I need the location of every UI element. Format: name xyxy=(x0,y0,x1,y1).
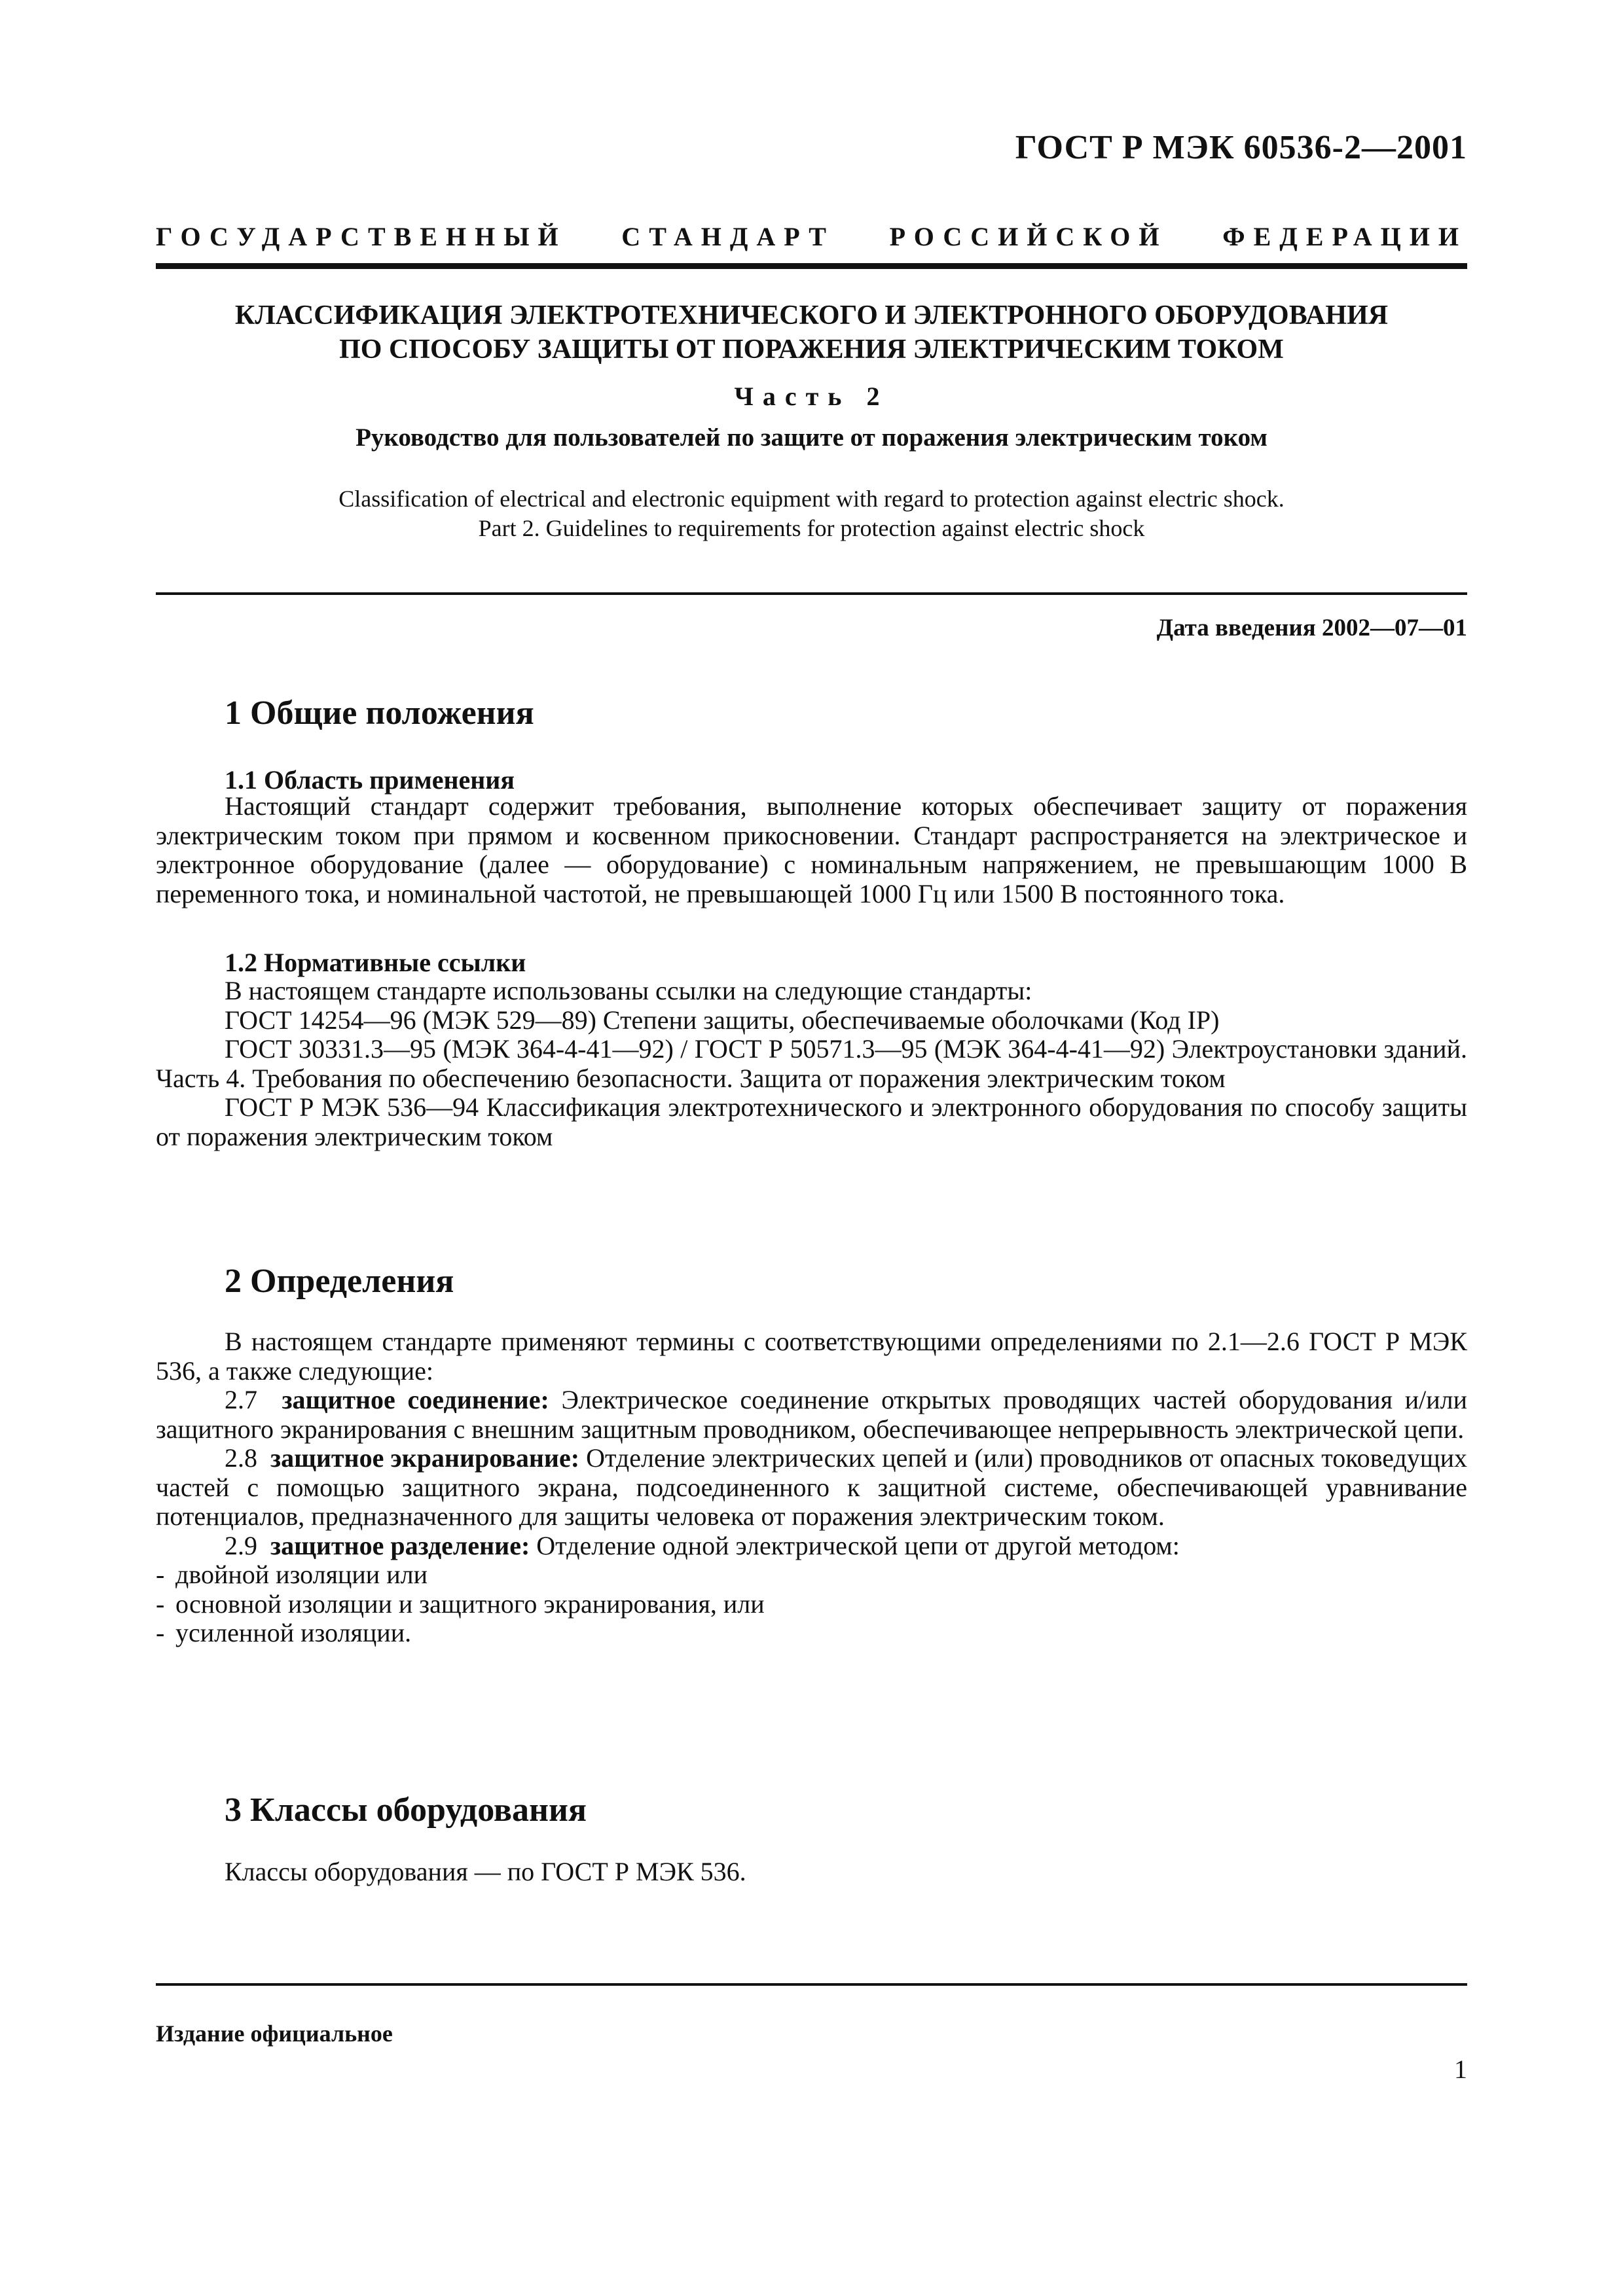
official-edition-note: Издание официальное xyxy=(156,2020,393,2047)
section-1-2-body xyxy=(156,977,1467,1151)
reference-item: ГОСТ 30331.3—95 (МЭК 364-4-41—92) / ГОСТ Р 50571.3—95 (МЭК 364-4-41—92) Электроустановки зданий. Часть 4. Требования по обеспечению безопасности. Защита от поражения электрическим током xyxy=(156,1034,1467,1093)
header-divider xyxy=(156,263,1467,269)
references-intro: В настоящем стандарте использованы ссылки на следующие стандарты: xyxy=(225,976,1032,1005)
definition-2-8 xyxy=(156,1444,1467,1532)
section-1-2-heading: 1.2 Нормативные ссылки xyxy=(225,948,526,977)
english-title-line-2: Part 2. Guidelines to requirements for protection against electric shock xyxy=(478,515,1145,541)
equipment-classes-text: Классы оборудования — по ГОСТ Р МЭК 536. xyxy=(225,1857,746,1886)
document-title xyxy=(156,298,1467,367)
page-number: 1 xyxy=(1454,2054,1467,2084)
definitions-intro: В настоящем стандарте применяют термины с соответствующими определениями по 2.1—2.6 ГОСТ Р МЭК 536, а также следующие: xyxy=(156,1327,1467,1386)
section-1-1-heading: 1.1 Область применения xyxy=(225,765,515,795)
definition-text: Отделение одной электрической цепи от другой методом: xyxy=(536,1530,1180,1560)
definition-number: 2.7 xyxy=(225,1385,257,1414)
definition-number: 2.8 xyxy=(225,1443,257,1473)
definition-term: защитное разделение: xyxy=(270,1530,530,1560)
reference-item: ГОСТ Р МЭК 536—94 Классификация электротехнического и электронного оборудования по способу защиты от поражения электрическим током xyxy=(156,1092,1467,1151)
section-3-body xyxy=(156,1857,1467,1887)
introduction-date: Дата введения 2002—07—01 xyxy=(1156,615,1467,641)
section-2-body xyxy=(156,1327,1467,1648)
title-line-1: КЛАССИФИКАЦИЯ ЭЛЕКТРОТЕХНИЧЕСКОГО И ЭЛЕКТРОННОГО ОБОРУДОВАНИЯ xyxy=(234,300,1389,331)
definition-2-9 xyxy=(156,1532,1467,1561)
section-1-1-body xyxy=(156,792,1467,908)
separation-method-list xyxy=(156,1560,1467,1648)
footer-divider xyxy=(156,1983,1467,1986)
definition-term: защитное экранирование: xyxy=(270,1443,580,1473)
part-label: Часть 2 xyxy=(734,382,889,411)
definition-number: 2.9 xyxy=(225,1530,257,1560)
title-line-2: ПО СПОСОБУ ЗАЩИТЫ ОТ ПОРАЖЕНИЯ ЭЛЕКТРИЧЕСКИМ ТОКОМ xyxy=(339,334,1284,365)
definition-text: Электрическое соединение открытых проводящих частей оборудования и/или защитного экранирования с внешним защитным проводником, обеспечивающее непрерывность электрической цепи. xyxy=(156,1385,1467,1444)
english-title xyxy=(156,484,1467,543)
document-number: ГОСТ Р МЭК 60536-2—2001 xyxy=(1015,129,1467,166)
definition-2-7 xyxy=(156,1386,1467,1444)
list-item: - усиленной изоляции. xyxy=(156,1618,412,1647)
section-3-heading: 3 Классы оборудования xyxy=(225,1791,587,1829)
section-2-heading: 2 Определения xyxy=(225,1263,454,1300)
title-divider xyxy=(156,592,1467,595)
definition-text: Отделение электрических цепей и (или) проводников от опасных токоведущих частей с помощью защитного экрана, подсоединенного к защитной системе, обеспечивающей уравнивание потенциалов, предназначенного для защиты человека от поражения электрическим током. xyxy=(156,1443,1468,1531)
scope-paragraph: Настоящий стандарт содержит требования, выполнение которых обеспечивает защиту от поражения электрическим током при прямом и косвенном прикосновении. Стандарт распространяется на электрическое и электронное оборудование (далее — оборудование) с номинальным напряжением, не превышающим 1000 В переменного тока, и номинальной частотой, не превышающей 1000 Гц или 1500 В постоянного тока. xyxy=(156,791,1467,908)
list-item: - двойной изоляции или xyxy=(156,1560,428,1589)
definition-term: защитное соединение: xyxy=(282,1385,549,1414)
english-title-line-1: Classification of electrical and electronic equipment with regard to protection against electric shock. xyxy=(338,486,1285,512)
list-item: - основной изоляции и защитного экранирования, или xyxy=(156,1588,765,1619)
section-1-heading: 1 Общие положения xyxy=(225,694,534,732)
state-standard-heading: ГОСУДАРСТВЕННЫЙ СТАНДАРТ РОССИЙСКОЙ ФЕДЕРАЦИИ xyxy=(156,222,1467,251)
document-subtitle: Руководство для пользователей по защите от поражения электрическим током xyxy=(356,423,1267,452)
reference-item: ГОСТ 14254—96 (МЭК 529—89) Степени защиты, обеспечиваемые оболочками (Код IP) xyxy=(225,1005,1220,1035)
